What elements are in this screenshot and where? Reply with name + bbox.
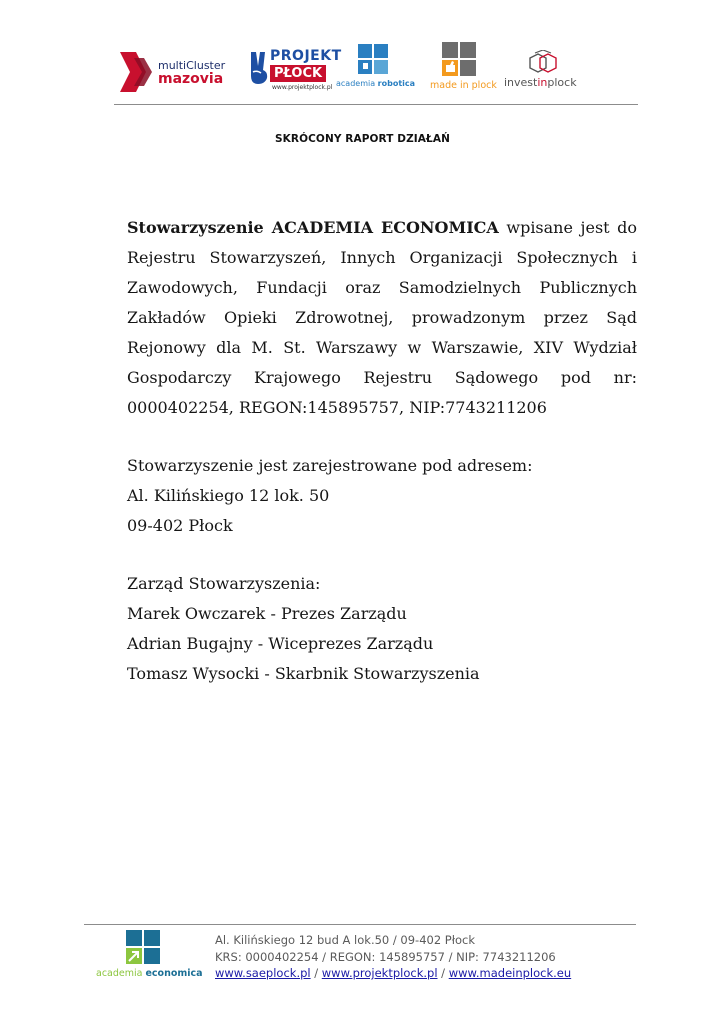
footer-registry: KRS: 0000402254 / REGON: 145895757 / NIP: 7743211206 [215, 949, 556, 964]
mazovia-line2: mazovia [158, 71, 224, 87]
invest-cubes-icon [528, 50, 558, 76]
footer-divider [84, 924, 636, 925]
academia-robotica-logo [336, 40, 416, 96]
robotica-squares-icon [358, 44, 388, 74]
made-in-plock-text: made in plock [430, 80, 497, 91]
address-street: Al. Kilińskiego 12 lok. 50 [127, 486, 330, 505]
organization-name: Stowarzyszenie ACADEMIA ECONOMICA [127, 218, 499, 237]
projekt-plock-logo [248, 40, 342, 96]
economica-logo-text: academia economica [96, 968, 203, 979]
economica-squares-icon [126, 930, 160, 964]
projekt-line3: www.projektplock.pl [272, 84, 333, 91]
academia-economica-logo [92, 930, 202, 986]
board-member-treasurer: Tomasz Wysocki - Skarbnik Stowarzyszenia [127, 664, 480, 683]
made-in-plock-logo [428, 40, 500, 96]
mazovia-chevron-icon [120, 52, 154, 92]
board-member-vice-president: Adrian Bugajny - Wiceprezes Zarządu [127, 634, 434, 653]
header-logos [118, 40, 638, 96]
invest-in-plock-logo [504, 40, 584, 96]
board-member-president: Marek Owczarek - Prezes Zarządu [127, 604, 407, 623]
registration-details: wpisane jest do Rejestru Stowarzyszeń, Innych Organizacji Społecznych i Zawodowych, Fundacji oraz Samodzielnych Publicznych Zakładów Opieki Zdrowotnej, prowadzonym przez Sąd Rejonowy dla M. St. Warszawy w Warszawie, XIV Wydział Gospodarczy Krajowego Rejestru Sądowego pod nr: 0000402254, REGON:145895757, NIP:7743211206 [127, 218, 638, 417]
link-projektplock[interactable]: www.projektplock.pl [321, 966, 438, 980]
document-body [127, 213, 637, 689]
report-title: SKRÓCONY RAPORT DZIAŁAŃ [275, 133, 450, 145]
header-divider [114, 104, 638, 105]
footer-address: Al. Kilińskiego 12 bud A lok.50 / 09-402 Płock [215, 933, 476, 947]
link-saeplock[interactable]: www.saeplock.pl [215, 966, 311, 980]
registration-paragraph [127, 213, 637, 423]
projekt-line1: PROJEKT [270, 48, 342, 64]
link-madeinplock[interactable]: www.madeinplock.eu [448, 966, 572, 980]
address-city: 09-402 Płock [127, 516, 233, 535]
mazovia-line1: multiCluster [158, 59, 226, 72]
projekt-line2: PŁOCK [270, 65, 326, 82]
invest-text: investinplock [504, 76, 577, 89]
footer-contact [215, 932, 635, 982]
victory-hand-icon [248, 50, 270, 86]
footer-links: www.saeplock.pl / www.projektplock.pl / www.madeinplock.eu [215, 966, 572, 980]
made-in-plock-squares-icon [442, 42, 478, 76]
multicluster-mazovia-logo [118, 40, 228, 96]
address-intro: Stowarzyszenie jest zarejestrowane pod adresem: [127, 456, 533, 475]
robotica-text: academia robotica [336, 79, 416, 88]
board-heading: Zarząd Stowarzyszenia: [127, 574, 321, 593]
